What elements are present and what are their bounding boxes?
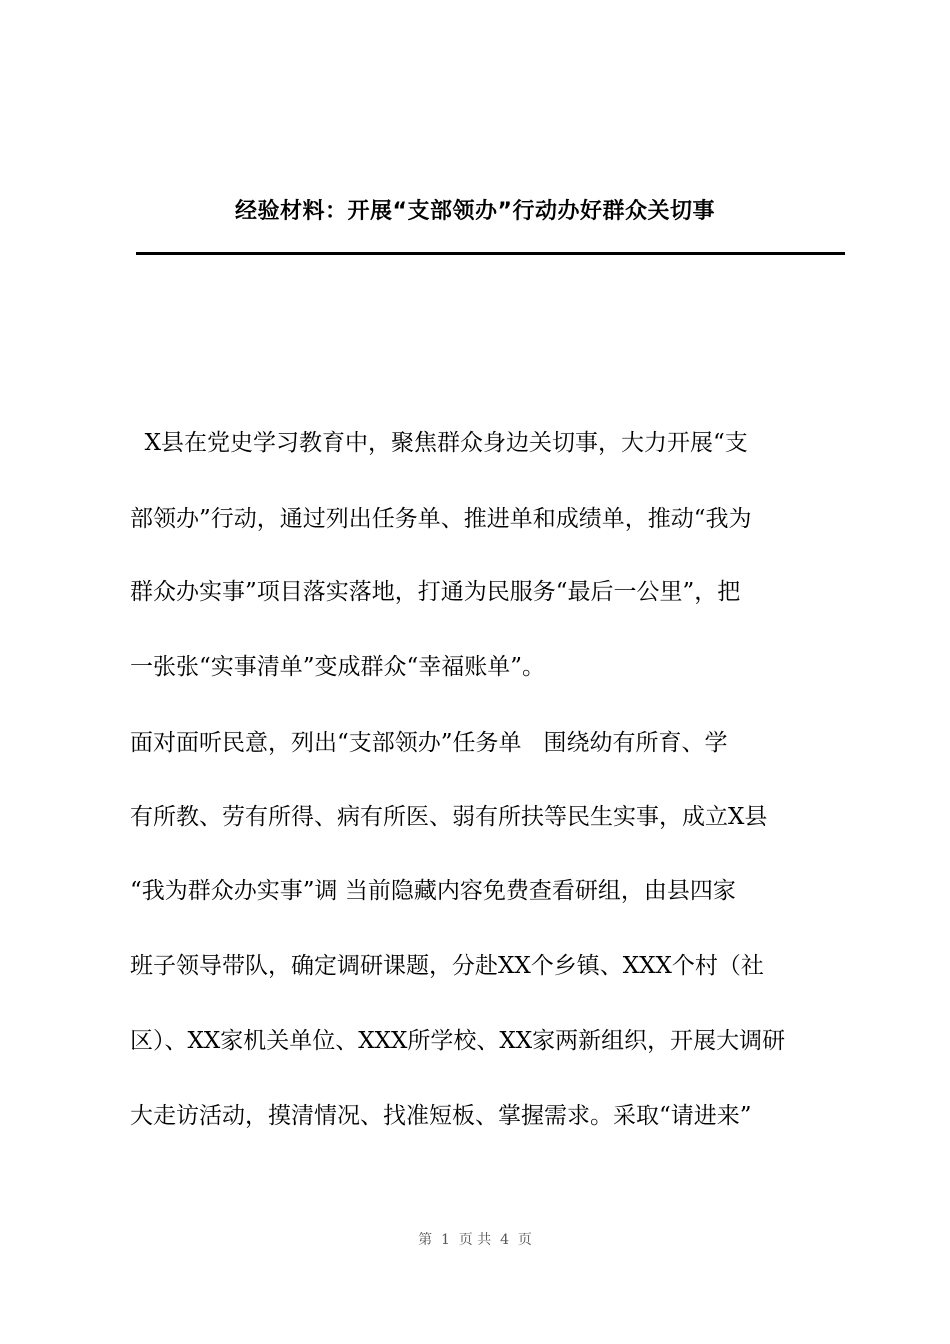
text-line: 区）、XX家机关单位、XXX所学校、XX家两新组织，开展大调研 (130, 1028, 786, 1054)
text-line: “我为群众办实事”调 当前隐藏内容免费查看研组，由县四家 (130, 878, 736, 904)
text-line: 群众办实事”项目落实落地，打通为民服务“最后一公里”，把 (130, 579, 741, 605)
text-line: 部领办”行动，通过列出任务单、推进单和成绩单，推动“我为 (130, 506, 752, 532)
text-line: X县在党史学习教育中，聚焦群众身边关切事，大力开展“支 (130, 430, 748, 456)
text-line: 班子领导带队，确定调研课题，分赴XX个乡镇、XXX个村（社 (130, 953, 764, 979)
text-line: 一张张“实事清单”变成群众“幸福账单”。 (130, 654, 546, 680)
text-line: 大走访活动，摸清情况、找准短板、掌握需求。采取“请进来” (130, 1103, 752, 1129)
page-footer: 第 1 页 共 4 页 (418, 1232, 532, 1248)
title-underline (136, 252, 845, 255)
document-title: 经验材料：开展“支部领办”行动办好群众关切事 (235, 199, 715, 224)
text-line: 面对面听民意，列出“支部领办”任务单 围绕幼有所育、学 (130, 730, 728, 756)
text-line: 有所教、劳有所得、病有所医、弱有所扶等民生实事，成立X县 (130, 804, 768, 830)
